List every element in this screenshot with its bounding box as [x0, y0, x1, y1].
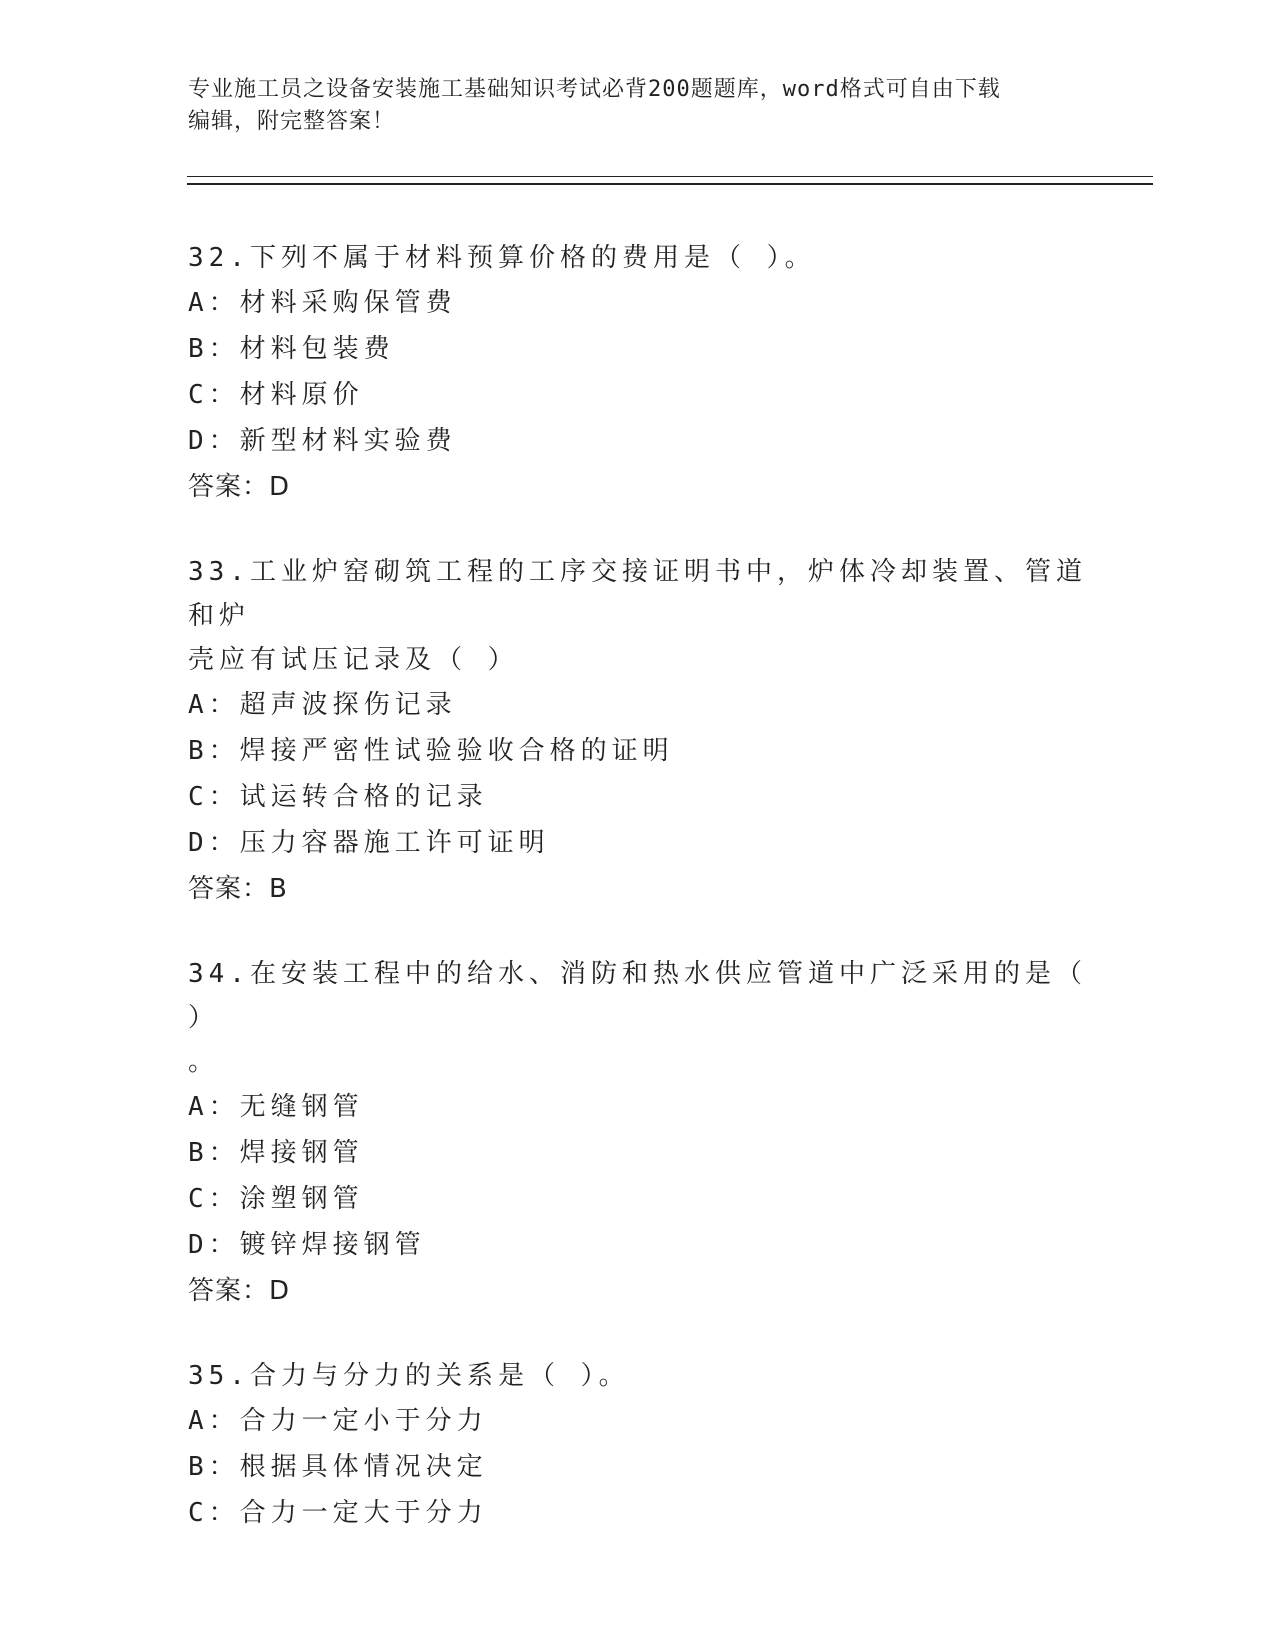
answer: 答案：D [188, 472, 291, 502]
question-text: 32.下列不属于材料预算价格的费用是（ ）。 [188, 243, 816, 273]
option-a: A：材料采购保管费 [188, 288, 457, 318]
header-divider [187, 176, 1153, 185]
question-32 [188, 236, 1088, 510]
question-text-continued: 。 [188, 1047, 220, 1077]
answer: 答案：B [188, 874, 288, 904]
option-c: C：试运转合格的记录 [188, 782, 488, 812]
option-b: B：焊接严密性试验验收合格的证明 [188, 736, 674, 766]
option-a: A：合力一定小于分力 [188, 1406, 488, 1436]
answer: 答案：D [188, 1276, 291, 1306]
question-33 [188, 550, 1088, 912]
option-b: B：材料包装费 [188, 334, 395, 364]
option-d: D：压力容器施工许可证明 [188, 828, 550, 858]
question-text-continued: 壳应有试压记录及（ ） [188, 645, 519, 675]
header-line-1: 专业施工员之设备安装施工基础知识考试必背200题题库，word格式可自由下载 [188, 77, 1001, 102]
option-c: C：材料原价 [188, 380, 364, 410]
option-d: D：新型材料实验费 [188, 426, 457, 456]
question-34 [188, 952, 1108, 1314]
option-c: C：合力一定大于分力 [188, 1498, 488, 1528]
option-b: B：焊接钢管 [188, 1138, 364, 1168]
option-c: C：涂塑钢管 [188, 1184, 364, 1214]
question-text: 34.在安装工程中的给水、消防和热水供应管道中广泛采用的是（ ） [188, 959, 1108, 1033]
option-b: B：根据具体情况决定 [188, 1452, 488, 1482]
option-d: D：镀锌焊接钢管 [188, 1230, 426, 1260]
question-list [188, 236, 1108, 1576]
option-a: A：超声波探伤记录 [188, 690, 457, 720]
question-text: 33.工业炉窑砌筑工程的工序交接证明书中，炉体冷却装置、管道和炉 [188, 557, 1087, 631]
question-35 [188, 1354, 1088, 1536]
option-a: A：无缝钢管 [188, 1092, 364, 1122]
header-line-2: 编辑，附完整答案！ [188, 109, 396, 134]
document-header [188, 74, 1088, 138]
question-text: 35.合力与分力的关系是（ ）。 [188, 1361, 630, 1391]
